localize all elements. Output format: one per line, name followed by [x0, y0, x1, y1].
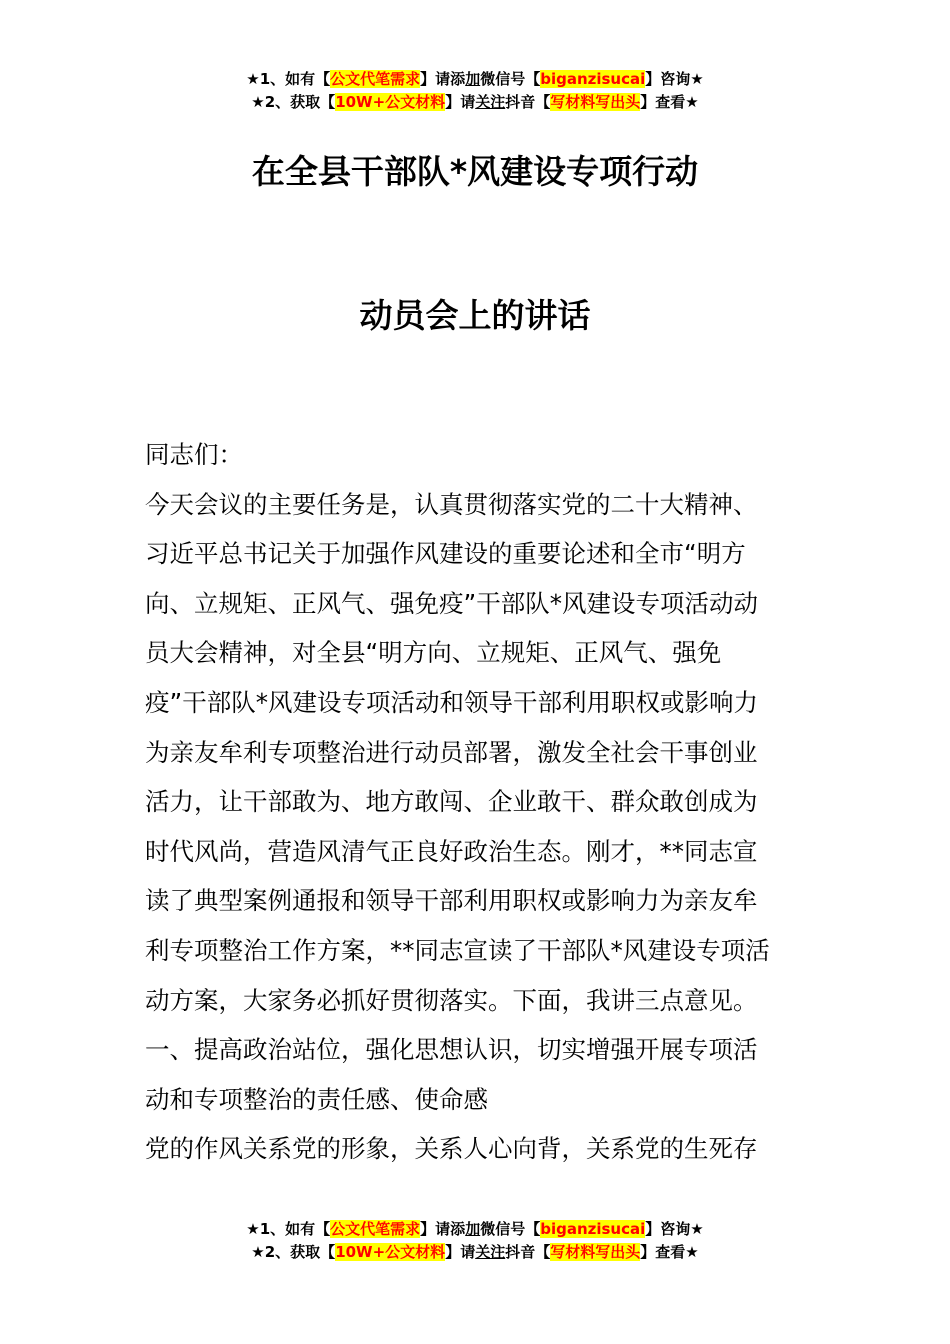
wechat-service-highlight: 公文代笔需求: [330, 70, 421, 88]
wechat-service-highlight: 公文代笔需求: [330, 1220, 421, 1238]
banner-line-1: ★1、如有【公文代笔需求】请添加微信号【biganzisucai】咨询★: [246, 70, 704, 88]
banner-line-1: ★1、如有【公文代笔需求】请添加微信号【biganzisucai】咨询★: [246, 1220, 704, 1238]
body-line: 读了典型案例通报和领导干部利用职权或影响力为亲友牟: [145, 886, 758, 916]
body-line: 利专项整治工作方案，**同志宣读了干部队*风建设专项活: [145, 935, 770, 965]
body-line: 习近平总书记关于加强作风建设的重要论述和全市“明方: [145, 539, 746, 569]
body-line: 向、立规矩、正风气、强免疫”干部队*风建设专项活动动: [145, 588, 758, 618]
materials-highlight: 10W+公文材料: [335, 1243, 446, 1261]
document-title-line-2: 动员会上的讲话: [359, 296, 591, 335]
body-line: 同志们：: [145, 440, 243, 469]
body-line: 时代风尚，营造风清气正良好政治生态。刚才，**同志宣: [145, 836, 758, 866]
top-banner: [0, 68, 950, 114]
body-line: 党的作风关系党的形象，关系人心向背，关系党的生死存: [145, 1134, 758, 1164]
banner-line-2: ★2、获取【10W+公文材料】请关注抖音【写材料写出头】查看★: [251, 1243, 699, 1261]
body-line: 动方案，大家务必抓好贯彻落实。下面，我讲三点意见。: [145, 985, 758, 1015]
body-line: 为亲友牟利专项整治进行动员部署，激发全社会干事创业: [145, 737, 758, 767]
speech-body: [145, 430, 810, 1174]
douyin-account-highlight: 写材料写出头: [550, 93, 641, 111]
body-line: 今天会议的主要任务是，认真贯彻落实党的二十大精神、: [145, 489, 758, 519]
section-heading-line: 一、提高政治站位，强化思想认识，切实增强开展专项活: [145, 1035, 758, 1065]
body-line: 疫”干部队*风建设专项活动和领导干部利用职权或影响力: [145, 687, 758, 717]
section-heading-line: 动和专项整治的责任感、使命感: [145, 1084, 488, 1114]
document-title-line-1: 在全县干部队*风建设专项行动: [251, 152, 699, 191]
wechat-id-highlight: biganzisucai: [540, 70, 646, 88]
douyin-account-highlight: 写材料写出头: [550, 1243, 641, 1261]
body-line: 员大会精神，对全县“明方向、立规矩、正风气、强免: [145, 638, 722, 668]
body-line: 活力，让干部敢为、地方敢闯、企业敢干、群众敢创成为: [145, 787, 758, 817]
bottom-banner: [0, 1218, 950, 1264]
banner-line-2: ★2、获取【10W+公文材料】请关注抖音【写材料写出头】查看★: [251, 93, 699, 111]
materials-highlight: 10W+公文材料: [335, 93, 446, 111]
wechat-id-highlight: biganzisucai: [540, 1220, 646, 1238]
